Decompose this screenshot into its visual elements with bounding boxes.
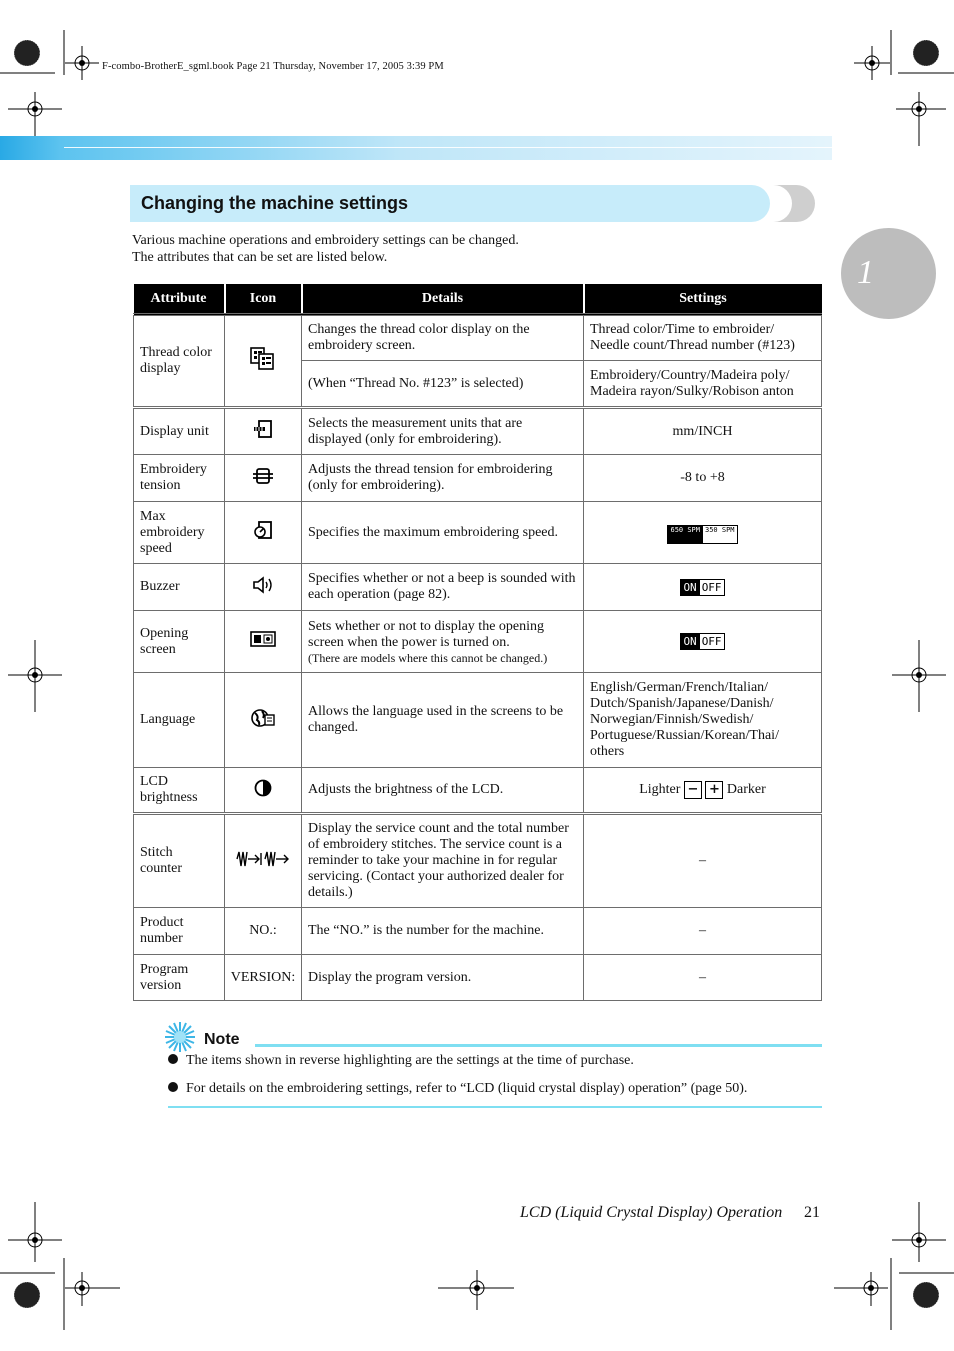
- plus-icon: +: [705, 781, 723, 799]
- attribute-cell: Buzzer: [134, 564, 225, 611]
- footer-title: LCD (Liquid Crystal Display) Operation: [520, 1204, 783, 1221]
- table-row: [134, 564, 822, 611]
- speed-option-650: 650 SPM: [668, 526, 702, 543]
- details-cell: Allows the language used in the screens to be changed.: [302, 673, 584, 768]
- details-text: Sets whether or not to display the opening screen when the power is turned on.: [308, 618, 545, 650]
- settings-cell: Thread color/Time to embroider/ Needle count/Thread number (#123): [584, 315, 822, 361]
- table-row: [134, 673, 822, 768]
- settings-table: [133, 284, 822, 1001]
- attribute-cell: Program version: [134, 955, 225, 1001]
- attribute-cell: Max embroidery speed: [134, 502, 225, 564]
- attribute-cell: Embroidery tension: [134, 455, 225, 502]
- thread-color-icon: [225, 315, 302, 408]
- section-title: Changing the machine settings: [141, 193, 409, 213]
- speed-option-350: 350 SPM: [702, 526, 737, 543]
- attribute-cell: Stitch counter: [134, 814, 225, 908]
- note-bullet: [168, 1053, 634, 1069]
- speed-toggle: [667, 525, 737, 544]
- table-row: [134, 611, 822, 673]
- on-option: ON: [683, 635, 697, 648]
- note-label: Note: [204, 1031, 240, 1048]
- details-cell: Adjusts the thread tension for embroidering (only for embroidering).: [302, 455, 584, 502]
- settings-cell: [584, 611, 822, 673]
- minus-icon: −: [684, 781, 702, 799]
- product-number-label: NO.:: [225, 908, 302, 955]
- note-divider-top: [255, 1044, 822, 1047]
- attribute-cell: Display unit: [134, 408, 225, 455]
- settings-cell: [584, 564, 822, 611]
- settings-cell: –: [584, 955, 822, 1001]
- speed-icon: [225, 502, 302, 564]
- settings-cell: [584, 502, 822, 564]
- settings-cell: –: [584, 814, 822, 908]
- details-cell: Adjusts the brightness of the LCD.: [302, 768, 584, 814]
- lighter-label: Lighter: [639, 782, 681, 798]
- page-number: 21: [804, 1204, 820, 1221]
- opening-screen-icon: [225, 611, 302, 673]
- chapter-number: 1: [857, 254, 874, 291]
- details-cell: The “NO.” is the number for the machine.: [302, 908, 584, 955]
- settings-cell: Embroidery/Country/Madeira poly/ Madeira rayon/Sulky/Robison anton: [584, 361, 822, 408]
- details-cell: Display the program version.: [302, 955, 584, 1001]
- details-cell: Specifies whether or not a beep is sounded with each operation (page 82).: [302, 564, 584, 611]
- stitch-counter-icon: [225, 814, 302, 908]
- registration-mark-right-mid: [884, 640, 954, 720]
- top-band-line: [64, 147, 832, 148]
- off-option: OFF: [699, 634, 724, 649]
- table-row: [134, 768, 822, 814]
- table-row: [134, 502, 822, 564]
- registration-mark-bottom-left: [0, 1200, 130, 1330]
- bullet-dot: [168, 1054, 178, 1064]
- column-header-settings: Settings: [584, 284, 822, 315]
- registration-mark-bottom-right: [824, 1200, 954, 1330]
- speaker-icon: [225, 564, 302, 611]
- display-unit-icon: [225, 408, 302, 455]
- buzzer-on-off-toggle: [680, 579, 724, 596]
- note-star-icon: [164, 1021, 196, 1053]
- registration-mark-left-mid: [0, 640, 70, 720]
- details-cell: [302, 611, 584, 673]
- attribute-cell: Product number: [134, 908, 225, 955]
- table-row: [134, 814, 822, 908]
- intro-text: [132, 232, 519, 266]
- opening-screen-on-off-toggle: [680, 633, 724, 650]
- globe-icon: [225, 673, 302, 768]
- attribute-cell: LCD brightness: [134, 768, 225, 814]
- details-cell: Specifies the maximum embroidering speed.: [302, 502, 584, 564]
- details-cell: Changes the thread color display on the embroidery screen.: [302, 315, 584, 361]
- details-cell: Display the service count and the total number of embroidery stitches. The service count is a reminder to take your machine in for regular servicing. (Contact your authorized dealer for details.): [302, 814, 584, 908]
- attribute-cell: Thread color display: [134, 315, 225, 408]
- column-header-icon: Icon: [225, 284, 302, 315]
- table-row: [134, 908, 822, 955]
- note-bullet-text: The items shown in reverse highlighting are the settings at the time of purchase.: [186, 1053, 634, 1068]
- table-row: [134, 955, 822, 1001]
- attribute-cell: Opening screen: [134, 611, 225, 673]
- chapter-tab: [841, 228, 936, 319]
- column-header-attribute: Attribute: [134, 284, 225, 315]
- registration-mark-bottom-center: [436, 1270, 516, 1330]
- settings-cell: -8 to +8: [584, 455, 822, 502]
- settings-cell: –: [584, 908, 822, 955]
- registration-mark-top-right: [834, 20, 954, 150]
- file-header: F-combo-BrotherE_sgml.book Page 21 Thursday, November 17, 2005 3:39 PM: [102, 61, 444, 72]
- tension-icon: [225, 455, 302, 502]
- note-bullet: [168, 1081, 747, 1097]
- table-row: [134, 408, 822, 455]
- note-bullet-text: For details on the embroidering settings, refer to “LCD (liquid crystal display) operation” (page 50).: [186, 1081, 748, 1096]
- bullet-dot: [168, 1082, 178, 1092]
- details-cell: Selects the measurement units that are displayed (only for embroidering).: [302, 408, 584, 455]
- on-option: ON: [683, 580, 697, 594]
- details-note: (There are models where this cannot be changed.): [308, 650, 548, 665]
- details-cell: (When “Thread No. #123” is selected): [302, 361, 584, 408]
- version-label: VERSION:: [225, 955, 302, 1001]
- off-option: OFF: [699, 580, 724, 595]
- column-header-details: Details: [302, 284, 584, 315]
- darker-label: Darker: [726, 782, 766, 798]
- attribute-cell: Language: [134, 673, 225, 768]
- note-divider-bottom: [168, 1106, 822, 1108]
- table-header-row: [134, 284, 822, 315]
- top-color-band: [0, 136, 832, 160]
- brightness-icon: [225, 768, 302, 814]
- table-row: [134, 315, 822, 361]
- settings-cell: English/German/French/Italian/ Dutch/Spanish/Japanese/Danish/ Norwegian/Finnish/Swedish/ Portuguese/Russian/Korean/Thai/ others: [584, 673, 822, 768]
- intro-line: Various machine operations and embroidery settings can be changed.: [132, 233, 519, 248]
- settings-cell: [584, 768, 822, 814]
- intro-line: The attributes that can be set are listed below.: [132, 250, 388, 265]
- table-row: [134, 455, 822, 502]
- settings-cell: mm/INCH: [584, 408, 822, 455]
